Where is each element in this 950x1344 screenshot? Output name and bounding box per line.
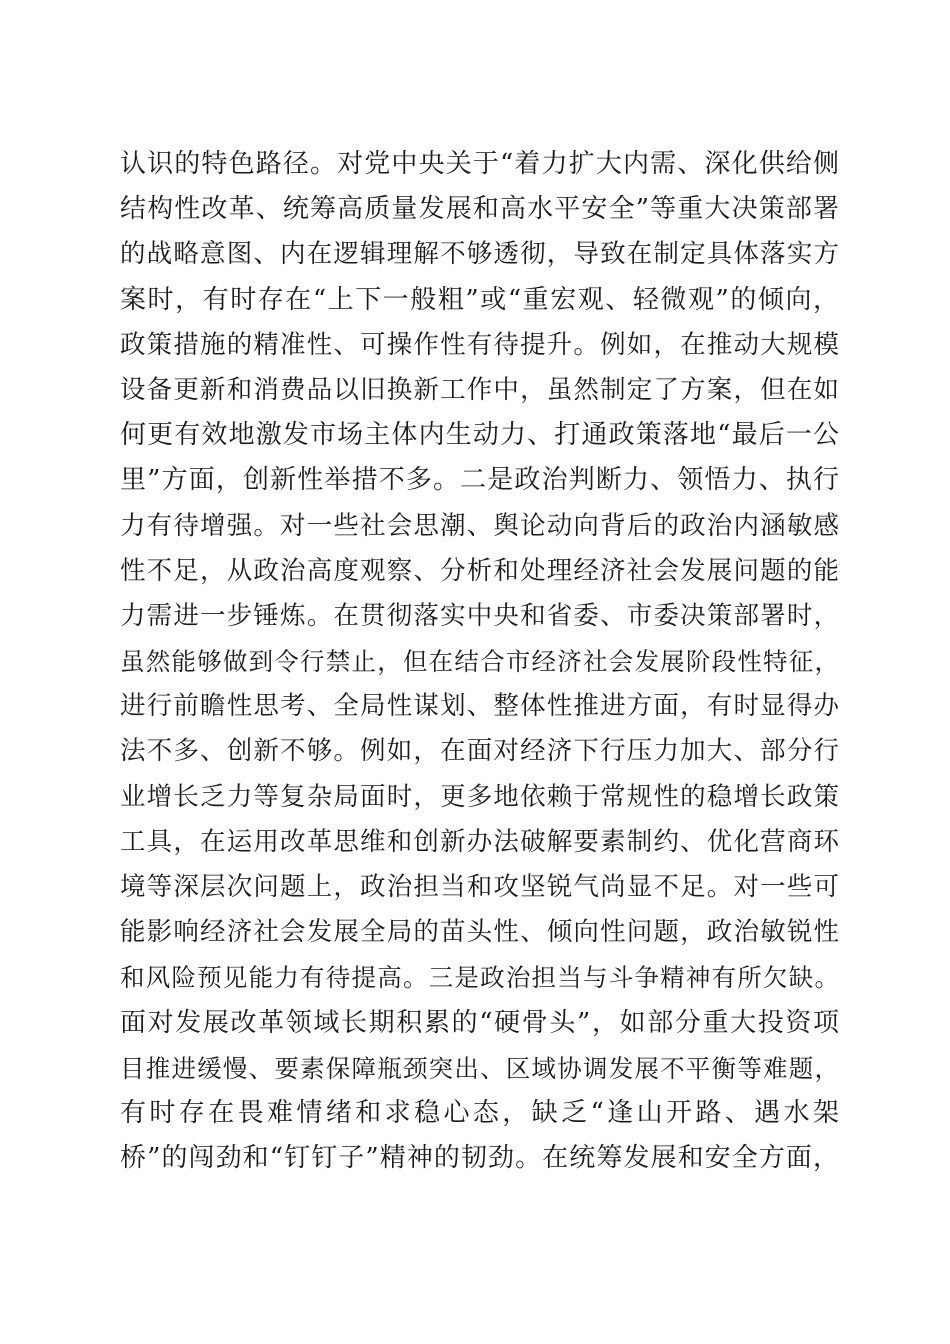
text-line: 面对发展改革领域长期积累的“硬骨头”，如部分重大投资项 <box>120 1007 840 1038</box>
text-line: 能影响经济社会发展全局的苗头性、倾向性问题，政治敏锐性 <box>120 917 840 948</box>
text-line: 的战略意图、内在逻辑理解不够透彻，导致在制定具体落实方 <box>120 239 840 270</box>
text-line: 里”方面，创新性举措不多。二是政治判断力、领悟力、执行 <box>120 465 840 496</box>
body-paragraph <box>120 142 840 1181</box>
text-line: 法不多、创新不够。例如，在面对经济下行压力加大、部分行 <box>120 736 840 767</box>
text-line: 认识的特色路径。对党中央关于“着力扩大内需、深化供给侧 <box>120 149 840 179</box>
text-line: 何更有效地激发市场主体内生动力、打通政策落地“最后一公 <box>120 420 840 451</box>
text-line: 政策措施的精准性、可操作性有待提升。例如，在推动大规模 <box>120 329 840 360</box>
text-line: 设备更新和消费品以旧换新工作中，虽然制定了方案，但在如 <box>120 374 840 405</box>
text-line: 性不足，从政治高度观察、分析和处理经济社会发展问题的能 <box>120 555 840 586</box>
text-line: 虽然能够做到令行禁止，但在结合市经济社会发展阶段性特征， <box>120 647 840 677</box>
text-line: 和风险预见能力有待提高。三是政治担当与斗争精神有所欠缺。 <box>120 963 840 993</box>
text-line: 力需进一步锤炼。在贯彻落实中央和省委、市委决策部署时， <box>120 600 840 631</box>
text-line: 目推进缓慢、要素保障瓶颈突出、区域协调发展不平衡等难题， <box>120 1053 840 1083</box>
text-line: 桥”的闯劲和“钉钉子”精神的韧劲。在统筹发展和安全方面， <box>120 1143 840 1174</box>
text-line: 有时存在畏难情绪和求稳心态，缺乏“逢山开路、遇水架 <box>120 1097 840 1128</box>
text-line: 工具，在运用改革思维和创新办法破解要素制约、优化营商环 <box>120 826 840 857</box>
text-line: 结构性改革、统筹高质量发展和高水平安全”等重大决策部署 <box>120 194 840 225</box>
text-line: 业增长乏力等复杂局面时，更多地依赖于常规性的稳增长政策 <box>120 781 840 812</box>
text-line: 力有待增强。对一些社会思潮、舆论动向背后的政治内涵敏感 <box>120 510 840 541</box>
text-line: 案时，有时存在“上下一般粗”或“重宏观、轻微观”的倾向， <box>120 284 840 315</box>
text-line: 境等深层次问题上，政治担当和攻坚锐气尚显不足。对一些可 <box>120 872 840 902</box>
text-line: 进行前瞻性思考、全局性谋划、整体性推进方面，有时显得办 <box>120 691 840 722</box>
